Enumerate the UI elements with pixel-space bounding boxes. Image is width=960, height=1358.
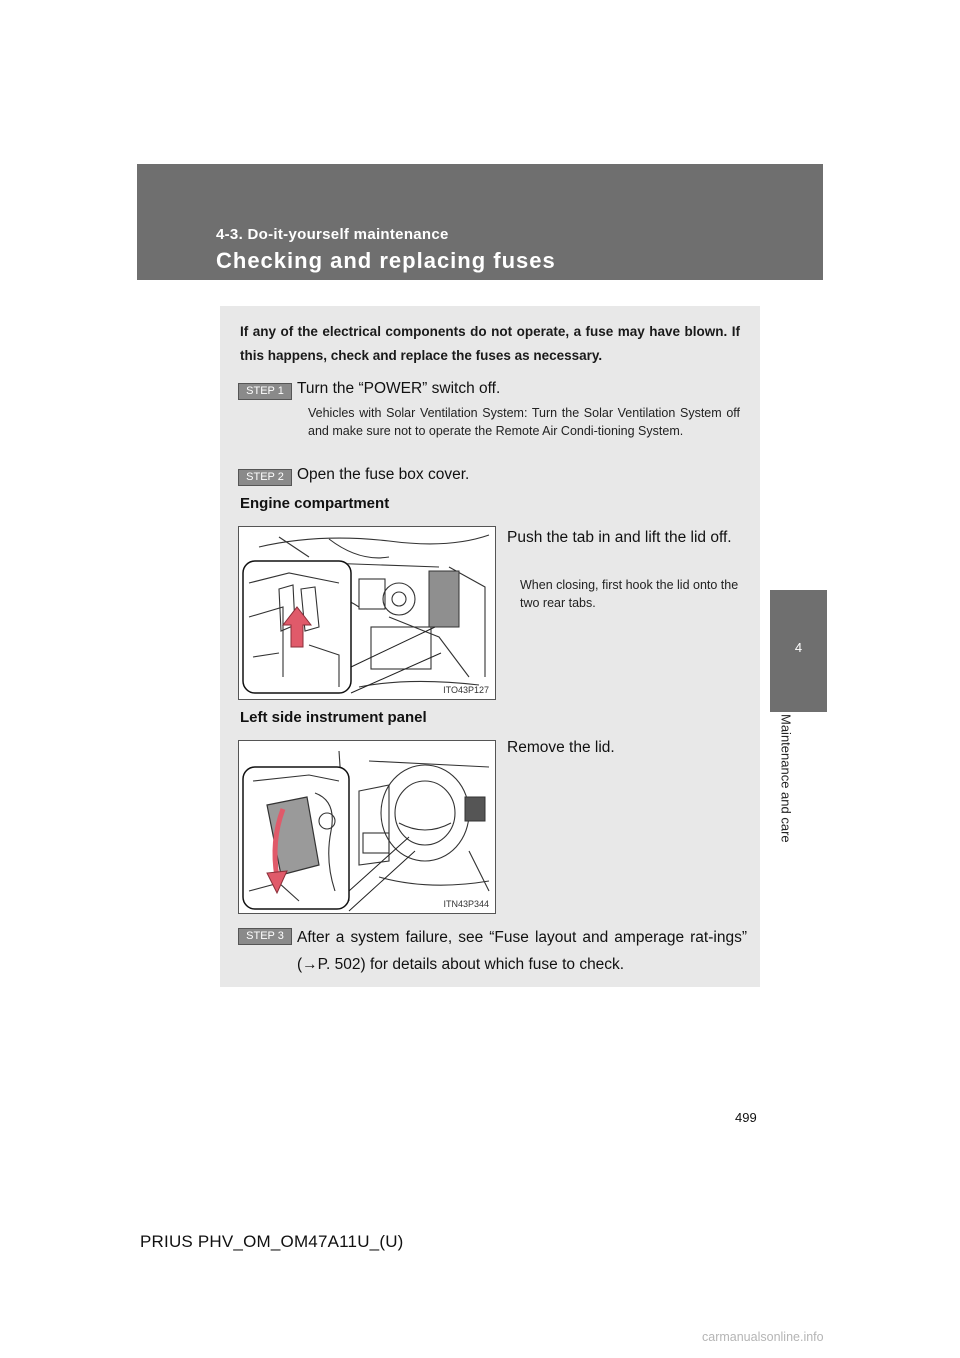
step-1-note: Vehicles with Solar Ventilation System: Turn the Solar Ventilation System off and make sure not to operate the Remote Air Condi-tioning System. xyxy=(308,406,740,438)
step-3-badge: STEP 3 xyxy=(238,928,292,945)
content-box xyxy=(220,306,760,987)
page-title: Checking and replacing fuses xyxy=(216,248,556,273)
instrument-figure-code: ITN43P344 xyxy=(443,899,489,909)
instrument-panel-instruction: Remove the lid. xyxy=(507,739,615,756)
engine-compartment-instruction: Push the tab in and lift the lid off. xyxy=(507,529,732,546)
intro-text: If any of the electrical components do not operate, a fuse may have blown. If this happens, check and replace the fuses as necessary. xyxy=(240,324,740,363)
engine-compartment-figure xyxy=(238,526,496,700)
watermark: carmanualsonline.info xyxy=(702,1330,824,1344)
engine-compartment-illustration xyxy=(239,527,495,699)
step-2-badge: STEP 2 xyxy=(238,469,292,486)
section-label: 4-3. Do-it-yourself maintenance xyxy=(216,226,449,243)
instrument-panel-figure xyxy=(238,740,496,914)
step-2-text: Open the fuse box cover. xyxy=(297,466,470,483)
chapter-number: 4 xyxy=(794,640,803,655)
instrument-panel-illustration xyxy=(239,741,495,913)
step-1-badge: STEP 1 xyxy=(238,383,292,400)
page-number: 499 xyxy=(735,1110,757,1125)
engine-compartment-heading: Engine compartment xyxy=(240,495,390,512)
engine-figure-code: ITO43P127 xyxy=(443,685,489,695)
chapter-side-label: Maintenance and care xyxy=(778,714,794,843)
step-1-text: Turn the “POWER” switch off. xyxy=(297,380,501,397)
chapter-tab[interactable] xyxy=(770,590,827,712)
chapter-header xyxy=(137,164,823,280)
engine-compartment-note: When closing, first hook the lid onto the two rear tabs. xyxy=(520,578,739,610)
step-3-text: After a system failure, see “Fuse layout and amperage rat-ings” (→P. 502) for details about which fuse to check. xyxy=(297,929,747,973)
footer-model-code: PRIUS PHV_OM_OM47A11U_(U) xyxy=(140,1232,404,1251)
instrument-panel-heading: Left side instrument panel xyxy=(240,709,427,726)
